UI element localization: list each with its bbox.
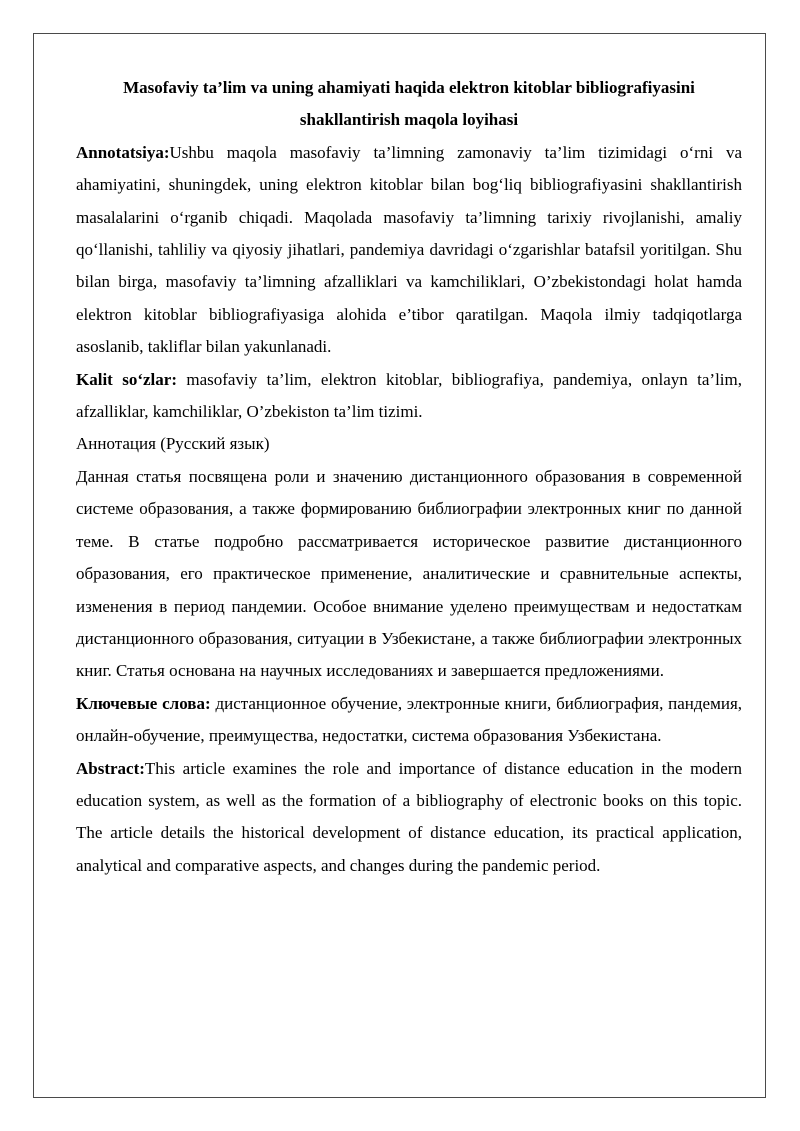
keywords-uz-text: masofaviy ta’lim, elektron kitoblar, bibliografiya, pandemiya, onlayn ta’lim, afzalliklar, kamchiliklar, O’zbekiston ta’lim tizimi. [76, 369, 742, 422]
keywords-ru-text: дистанционное обучение, электронные книги, библиография, пандемия, онлайн-обучение, преимущества, недостатки, система образования Узбекистана. [76, 693, 743, 746]
keywords-ru-label: Ключевые слова: [76, 693, 211, 713]
abstract-en-label: Abstract: [76, 758, 145, 778]
annotation-ru-text: Данная статья посвящена роли и значению дистанционного образования в современной системе образования, а также формированию библиографии электронных книг по данной теме. В статье подробно рассматривается историческое развитие дистанционного образования, его практическое применение, аналитические и сравнительные аспекты, изменения в период пандемии. Особое внимание уделено преимуществам и недостаткам дистанционного образования, ситуации в Узбекистане, а также библиографии электронных книг. Статья основана на научных исследованиях и завершается предложениями. [76, 466, 742, 681]
document-title: Masofaviy ta’lim va uning ahamiyati haqida elektron kitoblar bibliografiyasini shakllantirish maqola loyihasi [123, 78, 695, 130]
abstract-en-text: This article examines the role and importance of distance education in the modern education system, as well as the formation of a bibliography of electronic books on this topic. The article details the historical development of distance education, its practical application, analytical and comparative aspects, and changes during the pandemic period. [76, 758, 742, 875]
annotation-uz-label: Annotatsiya: [76, 142, 170, 162]
document-body [76, 72, 742, 882]
keywords-uz-label: Kalit so‘zlar: [76, 369, 177, 389]
annotation-uz [76, 137, 742, 364]
keywords-uz [76, 364, 742, 429]
annotation-uz-text: Ushbu maqola masofaviy ta’limning zamonaviy ta’lim tizimidagi o‘rni va ahamiyatini, shuningdek, uning elektron kitoblar bilan bog‘liq bibliografiyasini shakllantirish masalalarini o‘rganib chiqadi. Maqolada masofaviy ta’limning tarixiy rivojlanishi, amaliy qo‘llanishi, tahliliy va qiyosiy jihatlari, pandemiya davridagi o‘zgarishlar batafsil yoritilgan. Shu bilan birga, masofaviy ta’limning afzalliklari va kamchiliklari, O’zbekistondagi holat hamda elektron kitoblar bibliografiyasiga alohida e’tibor qaratilgan. Maqola ilmiy tadqiqotlarga asoslanib, takliflar bilan yakunlanadi. [76, 142, 742, 357]
abstract-en [76, 753, 742, 883]
annotation-ru-heading: Аннотация (Русский язык) [76, 434, 270, 454]
keywords-ru [76, 688, 742, 753]
